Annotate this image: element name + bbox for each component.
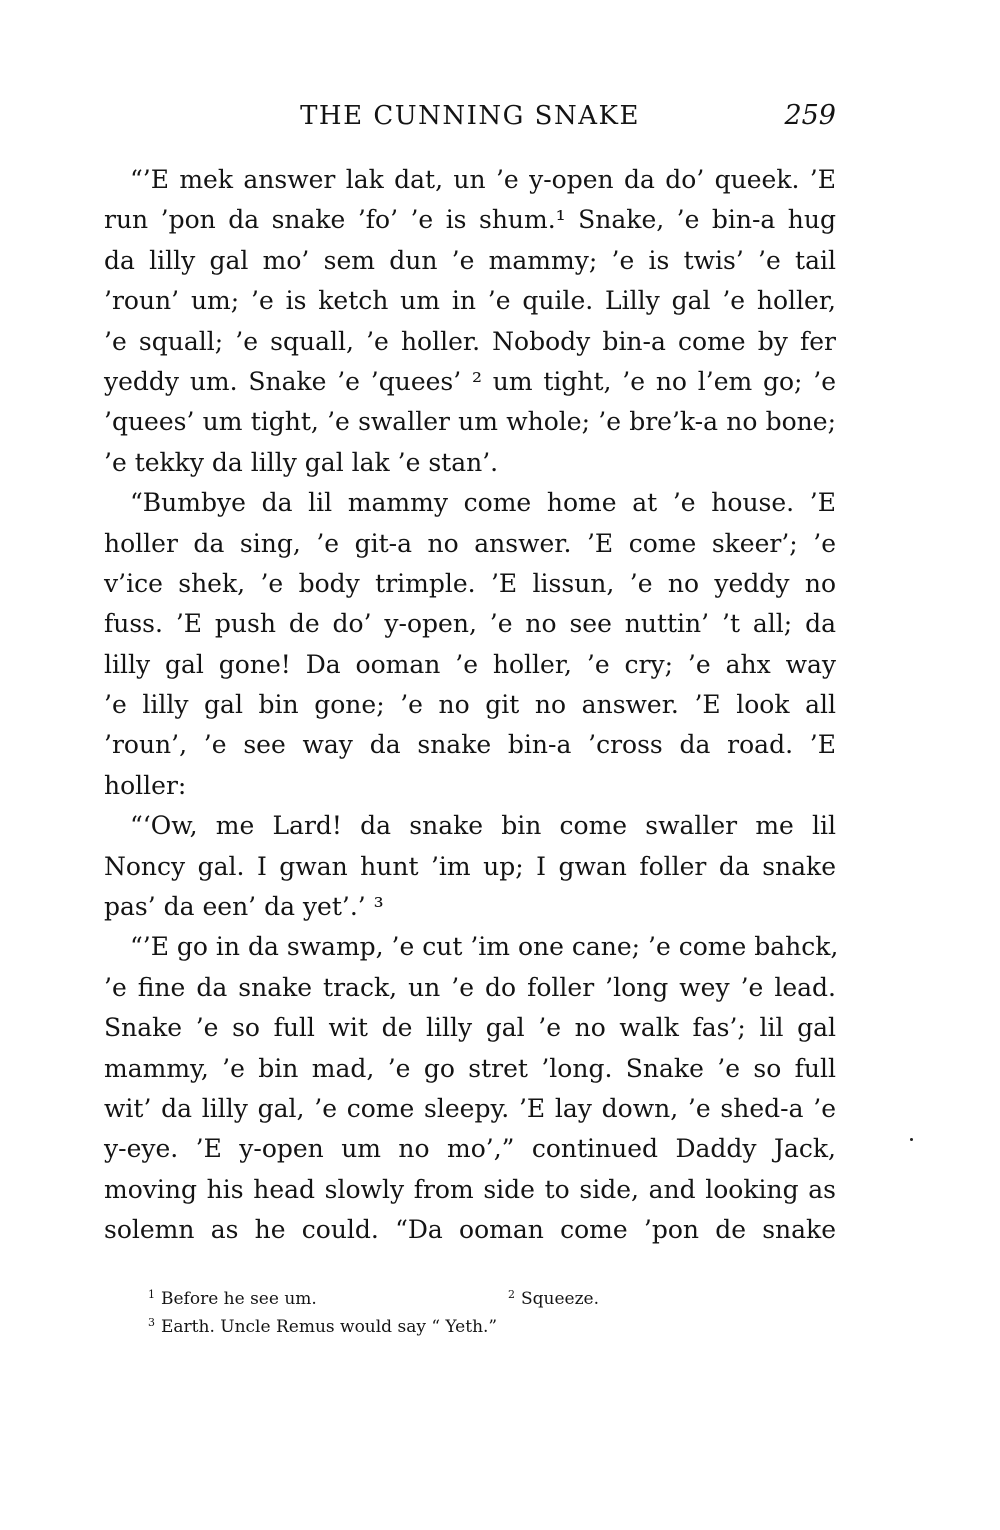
text-line: y-eye. ’E y-open um no mo’,” continued Daddy Jack, — [104, 1134, 836, 1164]
text-line: da lilly gal mo’ sem dun ’e mammy; ’e is twis’ ’e tail — [104, 245, 836, 275]
text-line: ’e squall; ’e squall, ’e holler. Nobody bin-a come by fer — [104, 326, 836, 356]
text-line: ’e fine da snake track, un ’e do foller ’long wey ’e lead. — [104, 972, 836, 1002]
footnote-row — [148, 1309, 838, 1337]
text-line: “’E mek answer lak dat, un ’e y-open da do’ queek. ’E — [130, 165, 836, 194]
text-line: ’roun’, ’e see way da snake bin-a ’cross da road. ’E — [104, 730, 836, 760]
running-head — [104, 96, 836, 136]
footnote-text: Earth. Uncle Remus would say “ Yeth.” — [161, 1317, 498, 1337]
body-text — [104, 160, 839, 1251]
text-line: wit’ da lilly gal, ’e come sleepy. ’E lay down, ’e shed-a ’e — [104, 1093, 836, 1123]
text-line: run ’pon da snake ’fo’ ’e is shum.¹ Snake, ’e bin-a hug — [104, 205, 836, 235]
text-line: ’e tekky da lilly gal lak ’e stan’. — [104, 447, 499, 477]
text-line: solemn as he could. “Da ooman come ’pon de snake — [104, 1215, 836, 1245]
footnote-marker: 2 — [508, 1288, 515, 1301]
text-line: ’quees’ um tight, ’e swaller um whole; ’e bre’k-a no bone; — [104, 407, 836, 437]
text-line: holler: — [104, 770, 187, 800]
text-line: v’ice shek, ’e body trimple. ’E lissun, ’e no yeddy no — [104, 568, 836, 598]
text-line: yeddy um. Snake ’e ’quees’ ² um tight, ’e no l’em go; ’e — [104, 366, 836, 396]
text-line: Snake ’e so full wit de lilly gal ’e no walk fas’; lil gal — [104, 1013, 836, 1043]
text-line: holler da sing, ’e git-a no answer. ’E come skeer’; ’e — [104, 528, 836, 558]
ink-speck — [910, 1138, 913, 1141]
text-line: fuss. ’E push de do’ y-open, ’e no see nuttin’ ’t all; da — [104, 609, 836, 639]
text-line: ’e lilly gal bin gone; ’e no git no answer. ’E look all — [104, 690, 836, 720]
text-line: Noncy gal. I gwan hunt ’im up; I gwan foller da snake — [104, 851, 836, 881]
footnote-3 — [148, 1309, 497, 1341]
footnote-text: Squeeze. — [521, 1289, 600, 1309]
footnotes — [148, 1281, 838, 1337]
footnote-2 — [508, 1281, 599, 1313]
text-line: lilly gal gone! Da ooman ’e holler, ’e cry; ’e ahx way — [104, 649, 836, 679]
text-line: ’roun’ um; ’e is ketch um in ’e quile. Lilly gal ’e holler, — [104, 286, 836, 316]
footnote-row — [148, 1281, 838, 1309]
page-number: 259 — [784, 100, 836, 131]
running-title: THE CUNNING SNAKE — [300, 101, 640, 131]
text-line: “’E go in da swamp, ’e cut ’im one cane; ’e come bahck, — [130, 932, 839, 962]
text-line: “‘Ow, me Lard! da snake bin come swaller me lil — [130, 811, 836, 841]
text-line: pas’ da een’ da yet’.’ ³ — [104, 892, 384, 922]
footnote-text: Before he see um. — [161, 1289, 317, 1309]
footnote-marker: 3 — [148, 1316, 155, 1329]
text-line: “Bumbye da lil mammy come home at ’e house. ’E — [130, 488, 836, 518]
text-line: mammy, ’e bin mad, ’e go stret ’long. Snake ’e so full — [104, 1053, 836, 1083]
footnote-marker: 1 — [148, 1288, 155, 1301]
text-line: moving his head slowly from side to side, and looking as — [104, 1174, 836, 1204]
